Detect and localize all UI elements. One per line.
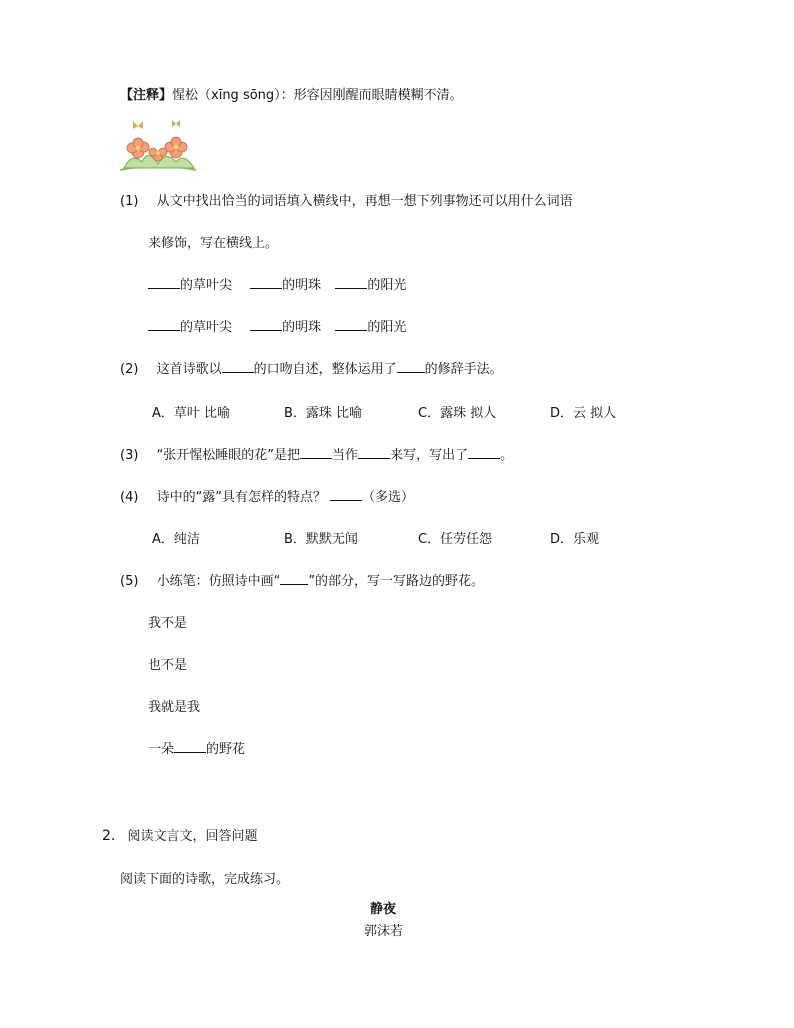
annotation-note	[120, 86, 463, 106]
q3-text-c: 来写，写出了	[390, 448, 469, 463]
q4-option-d[interactable]: D．乐观	[550, 532, 600, 547]
q1-number: (1)	[120, 194, 139, 209]
question-3	[120, 446, 513, 466]
q5-last-b: 的野花	[206, 742, 246, 757]
q5-number: (5)	[120, 574, 139, 589]
q3-text-b: 当作	[332, 448, 359, 463]
note-label: 【注释】	[120, 88, 173, 103]
q4-text-a: 诗中的“露”具有怎样的特点？	[156, 490, 327, 505]
answer-blank[interactable]	[174, 740, 206, 753]
section-2-heading	[102, 826, 258, 847]
q5-line-2: 也不是	[148, 658, 188, 673]
question-4	[120, 488, 414, 508]
q1-text-line1: 从文中找出恰当的词语填入横线中，再想一想下列事物还可以用什么词语	[156, 194, 573, 209]
q5-line-3: 我就是我	[148, 700, 201, 715]
flower-svg	[118, 118, 198, 174]
section-2-instruction: 阅读下面的诗歌，完成练习。	[120, 872, 290, 887]
poem-title: 静夜	[370, 902, 397, 917]
section-2-title: 阅读文言文，回答问题	[127, 829, 258, 844]
answer-blank[interactable]	[397, 360, 425, 373]
answer-blank[interactable]	[335, 276, 367, 289]
answer-blank[interactable]	[358, 446, 390, 459]
q2-text-b: 的口吻自述，整体运用了	[253, 362, 397, 377]
section-2-number: 2.	[102, 828, 116, 844]
q4-option-c[interactable]: C．任劳任怨	[418, 532, 493, 547]
q1-r1-c3: 的阳光	[367, 278, 407, 293]
flower-clipart-icon	[118, 118, 198, 174]
q2-text-c: 的修辞手法。	[424, 362, 503, 377]
q1-text-line2: 来修饰，写在横线上。	[148, 236, 279, 251]
answer-blank[interactable]	[280, 572, 308, 585]
q1-r1-c1: 的草叶尖	[180, 278, 233, 293]
q1-r2-c3: 的阳光	[367, 320, 407, 335]
answer-blank[interactable]	[250, 318, 282, 331]
question-1	[120, 192, 573, 212]
answer-blank[interactable]	[330, 488, 362, 501]
q3-number: (3)	[120, 448, 139, 463]
q4-text-b: （多选）	[362, 490, 415, 505]
question-5	[120, 572, 484, 592]
answer-blank[interactable]	[250, 276, 282, 289]
answer-blank[interactable]	[222, 360, 254, 373]
q3-text-d: 。	[500, 448, 514, 463]
q2-option-b[interactable]: B．露珠 比喻	[284, 406, 363, 421]
q1-r1-c2: 的明珠	[282, 278, 322, 293]
q2-option-a[interactable]: A．草叶 比喻	[152, 406, 231, 421]
q1-row-2	[148, 318, 406, 338]
answer-blank[interactable]	[468, 446, 500, 459]
answer-blank[interactable]	[300, 446, 332, 459]
q4-number: (4)	[120, 490, 139, 505]
answer-blank[interactable]	[148, 276, 180, 289]
q5-line-1: 我不是	[148, 616, 188, 631]
answer-blank[interactable]	[148, 318, 180, 331]
q4-option-b[interactable]: B．默默无闻	[284, 532, 358, 547]
q2-text-a: 这首诗歌以	[156, 362, 222, 377]
q1-r2-c2: 的明珠	[282, 320, 322, 335]
q5-text-b: ”的部分，写一写路边的野花。	[308, 574, 485, 589]
q2-option-c[interactable]: C．露珠 拟人	[418, 406, 497, 421]
note-text: 惺松（xīng sōng）：形容因刚醒而眼睛模糊不清。	[172, 88, 463, 103]
q4-option-a[interactable]: A．纯洁	[152, 532, 200, 547]
q3-text-a: “张开惺松睡眼的花”是把	[156, 448, 301, 463]
q1-row-1	[148, 276, 406, 296]
q5-text-a: 小练笔：仿照诗中画“	[156, 574, 281, 589]
answer-blank[interactable]	[335, 318, 367, 331]
question-2	[120, 360, 503, 380]
q2-option-d[interactable]: D．云 拟人	[550, 406, 617, 421]
poem-author: 郭沫若	[364, 924, 404, 939]
q2-number: (2)	[120, 362, 139, 377]
q5-line-4	[148, 740, 245, 760]
q1-r2-c1: 的草叶尖	[180, 320, 233, 335]
q5-last-a: 一朵	[148, 742, 175, 757]
